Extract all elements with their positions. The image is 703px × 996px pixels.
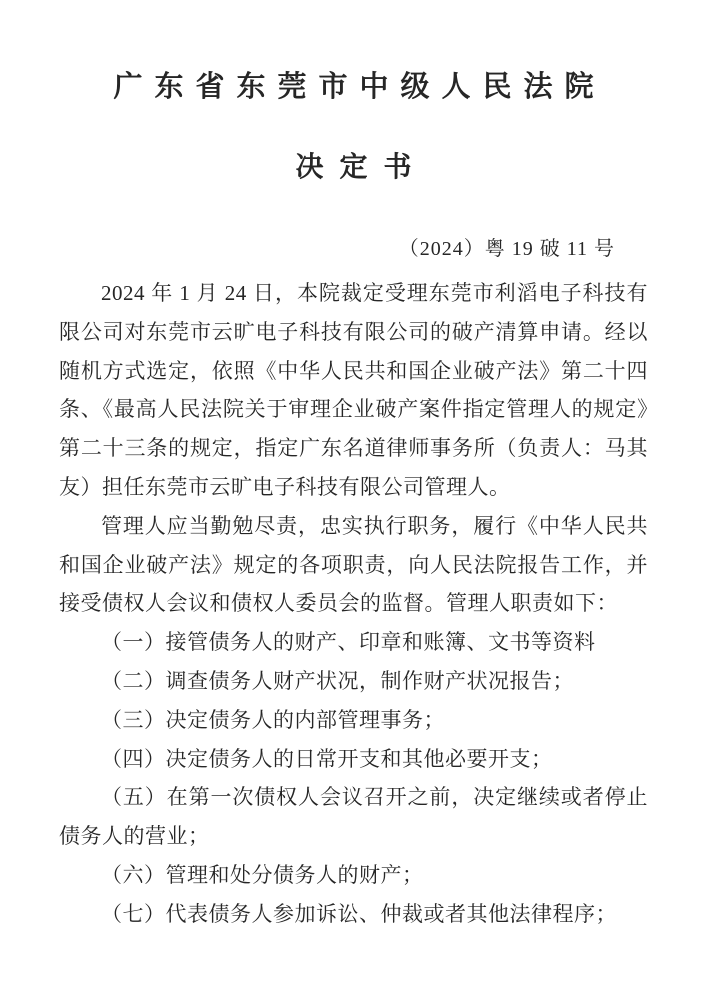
body-paragraph: （五）在第一次债权人会议召开之前，决定继续或者停止债务人的营业； <box>59 785 648 849</box>
document-body <box>59 274 648 934</box>
case-number: （2024）粤 19 破 11 号 <box>398 238 615 260</box>
body-paragraph: 管理人应当勤勉尽责，忠实执行职务，履行《中华人民共和国企业破产法》规定的各项职责，向人民法院报告工作，并接受债权人会议和债权人委员会的监督。管理人职责如下： <box>59 513 648 616</box>
court-name-title: 广东省东莞市中级人民法院 <box>113 71 606 103</box>
body-paragraph: （一）接管债务人的财产、印章和账簿、文书等资料 <box>101 630 596 655</box>
body-paragraph: （三）决定债务人的内部管理事务； <box>101 707 445 732</box>
body-paragraph: 2024 年 1 月 24 日，本院裁定受理东莞市利滔电子科技有限公司对东莞市云旷电子科技有限公司的破产清算申请。经以随机方式选定，依照《中华人民共和国企业破产法》第二十四条、《最高人民法院关于审理企业破产案件指定管理人的规定》第二十三条的规定，指定广东名道律师事务所（负责人：马其友）担任东莞市云旷电子科技有限公司管理人。 <box>59 281 648 499</box>
document-type-title: 决定书 <box>295 152 428 183</box>
body-paragraph: （七）代表债务人参加诉讼、仲裁或者其他法律程序； <box>101 901 617 926</box>
body-paragraph: （二）调查债务人财产状况，制作财产状况报告； <box>101 668 574 693</box>
body-paragraph: （四）决定债务人的日常开支和其他必要开支； <box>101 746 553 771</box>
body-paragraph: （六）管理和处分债务人的财产； <box>101 862 424 887</box>
